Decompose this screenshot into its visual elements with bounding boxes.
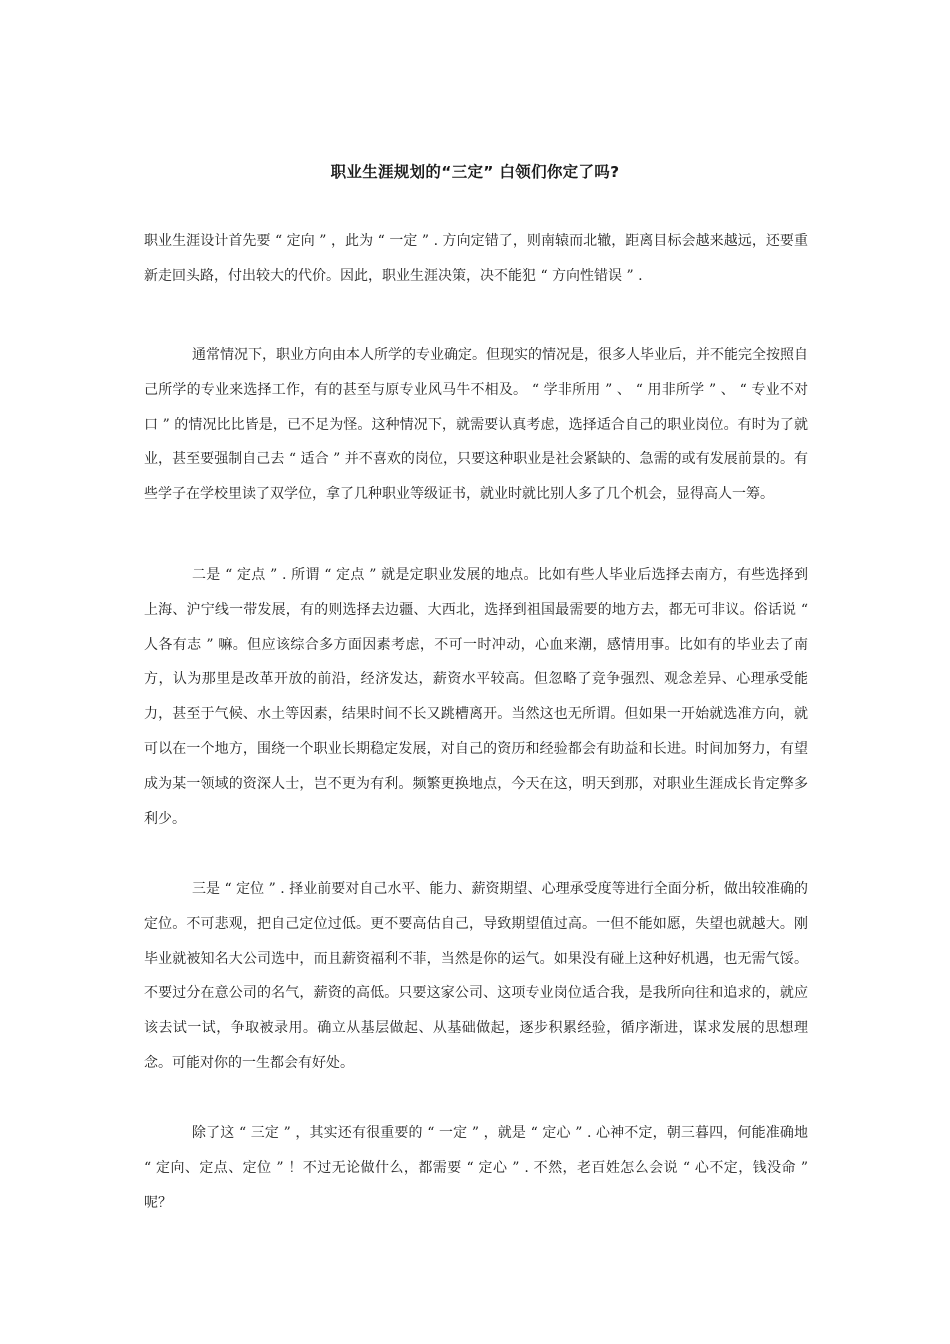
page-title: 职业生涯规划的“三定” 白领们你定了吗?: [330, 163, 620, 181]
paragraph-position: 三是 “ 定位 ” . 择业前要对自己水平、能力、薪资期望、心理承受度等进行全面分析，做出较准确的定位。不可悲观，把自己定位过低。更不要高估自己，导致期望值过高。一但不能如愿，失望也就越大。刚毕业就被知名大公司选中，而且薪资福利不菲，当然是你的运气。如果没有碰上这种好机遇，也无需气馁。不要过分在意公司的名气，薪资的高低。只要这家公司、这项专业岗位适合我，是我所向往和追求的，就应该去试一试，争取被录用。确立从基层做起、从基础做起，逐步积累经验，循序渐进，谋求发展的思想理念。可能对你的一生都会有好处。: [144, 881, 808, 1071]
paragraph-major: 通常情况下，职业方向由本人所学的专业确定。但现实的情况是，很多人毕业后，并不能完全按照自己所学的专业来选择工作，有的甚至与原专业风马牛不相及。 “ 学非所用 ” 、 “ 用非所学 ” 、 “ 专业不对口 ” 的情况比比皆是，已不足为怪。这种情况下，就需要认真考虑，选择适合自己的职业岗位。有时为了就业，甚至要强制自己去 “ 适合 ” 并不喜欢的岗位，只要这种职业是社会紧缺的、急需的或有发展前景的。有些学子在学校里读了双学位，拿了几种职业等级证书，就业时就比别人多了几个机会，显得高人一筹。: [144, 347, 808, 503]
paragraph-mind: 除了这 “ 三定 ” ，其实还有很重要的 “ 一定 ” ，就是 “ 定心 ” . 心神不定，朝三暮四，何能准确地 “ 定向、定点、定位 ” ！不过无论做什么，都需要 “ 定心 ” . 不然，老百姓怎么会说 “ 心不定，钱没命 ” 呢？: [144, 1125, 808, 1211]
paragraph-location: 二是 “ 定点 ” . 所谓 “ 定点 ” 就是定职业发展的地点。比如有些人毕业后选择去南方，有些选择到上海、沪宁线一带发展，有的则选择去边疆、大西北，选择到祖国最需要的地方去，都无可非议。俗话说 “ 人各有志 ” 嘛。但应该综合多方面因素考虑，不可一时冲动，心血来潮，感情用事。比如有的毕业去了南方，认为那里是改革开放的前沿，经济发达，薪资水平较高。但忽略了竞争强烈、观念差异、心理承受能力，甚至于气候、水土等因素，结果时间不长又跳槽离开。当然这也无所谓。但如果一开始就选准方向，就可以在一个地方，围绕一个职业长期稳定发展，对自己的资历和经验都会有助益和长进。时间加努力，有望成为某一领域的资深人士，岂不更为有利。频繁更换地点，今天在这，明天到那，对职业生涯成长肯定弊多利少。: [144, 567, 808, 827]
paragraph-direction: 职业生涯设计首先要 “ 定向 ” ，此为 “ 一定 ” . 方向定错了，则南辕而北辙，距离目标会越来越远，还要重新走回头路，付出较大的代价。因此，职业生涯决策，决不能犯 “ 方向性错误 ” .: [144, 233, 808, 284]
